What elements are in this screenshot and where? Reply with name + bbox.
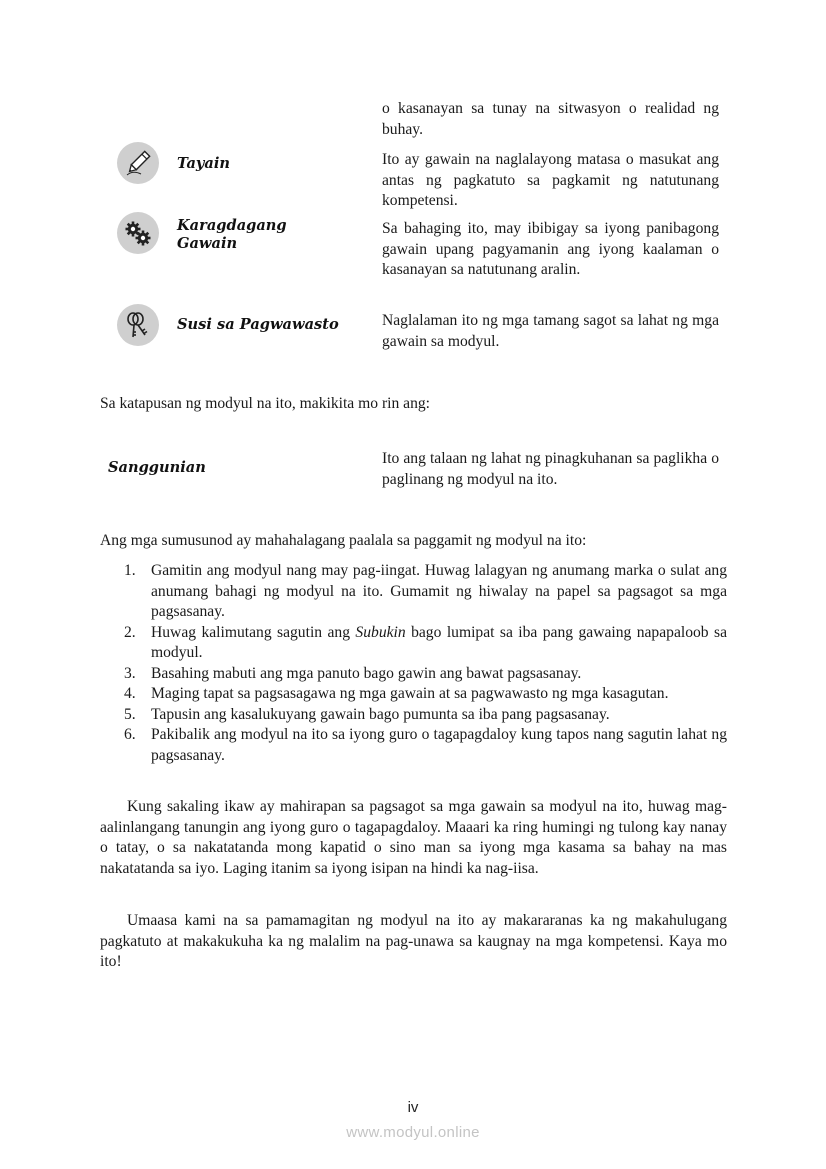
reminders-intro: Ang mga sumusunod ay mahahalagang paalala sa paggamit ng modyul na ito:	[100, 532, 587, 549]
reminder-text: Maging tapat sa pagsasagawa ng mga gawain at sa pagwawasto ng mga kasagutan.	[151, 685, 669, 702]
end-intro-text: Sa katapusan ng modyul na ito, makikita mo rin ang:	[100, 395, 431, 412]
gears-icon	[117, 212, 159, 254]
row-label-line2: Gawain	[177, 235, 238, 252]
reminder-item	[100, 623, 727, 664]
reminder-number: 5.	[124, 705, 136, 723]
pencil-icon	[117, 142, 159, 184]
reminder-item	[100, 684, 727, 705]
row-description: Ito ay gawain na naglalayong matasa o masukat ang antas ng pagkatuto sa pagkamit ng natutunang kompetensi.	[382, 151, 719, 209]
reminders-list	[100, 561, 727, 766]
reminder-item	[100, 664, 727, 685]
reminder-number: 2.	[124, 623, 136, 641]
reminder-text: Basahing mabuti ang mga panuto bago gawin ang bawat pagsasanay.	[151, 664, 582, 682]
page-number: iv	[407, 1099, 419, 1116]
row-description: Naglalaman ito ng mga tamang sagot sa lahat ng mga gawain sa modyul.	[382, 312, 719, 350]
reminder-item	[100, 725, 727, 766]
reminder-item	[100, 561, 727, 623]
row-description: Sa bahaging ito, may ibibigay sa iyong panibagong gawain upang pagyamanin ang iyong kaalaman o kasanayan sa natutunang aralin.	[382, 220, 719, 278]
sanggunian-label: Sanggunian	[108, 459, 206, 476]
reminder-text: Gamitin ang modyul nang may pag-iingat. Huwag lalagyan ng anumang marka o sulat ang anumang bahagi ng modyul na ito. Gumamit ng hiwalay na papel sa pagsagot sa mga pagsasanay.	[151, 562, 727, 620]
keys-icon	[117, 304, 159, 346]
reminder-text-after: bago lumipat sa iba pang gawaing napapaloob sa modyul.	[151, 623, 727, 661]
sanggunian-description: Ito ang talaan ng lahat ng pinagkuhanan sa paglikha o paglinang ng modyul na ito.	[382, 450, 719, 488]
reminder-text: Tapusin ang kasalukuyang gawain bago pumunta sa iba pang pagsasanay.	[151, 705, 610, 723]
reminder-number: 3.	[124, 664, 136, 682]
reminder-number: 6.	[124, 726, 136, 743]
help-paragraph: Kung sakaling ikaw ay mahirapan sa pagsagot sa mga gawain sa modyul na ito, huwag mag-aalinlangang tanungin ang iyong guro o tagapagdaloy. Maaari ka ring humingi ng tulong kay nanay o tatay, o sa nakatatanda mong kapatid o sino man sa iyong mga kasama sa bahay na mas nakatatanda sa iyo. Laging itanim sa iyong isipan na hindi ka nag-iisa.	[100, 798, 727, 877]
row-description: o kasanayan sa tunay na sitwasyon o realidad ng buhay.	[382, 100, 719, 138]
watermark-text: www.modyul.online	[346, 1124, 480, 1141]
closing-paragraph: Umaasa kami na sa pamamagitan ng modyul na ito ay makararanas ka ng makahulugang pagkatuto at makakukuha ka ng malalim na pag-unawa sa kaugnay na mga kompetensi. Kaya mo ito!	[100, 912, 727, 970]
reminder-number: 1.	[124, 562, 136, 579]
reminder-text: Pakibalik ang modyul na ito sa iyong guro o tagapagdaloy kung tapos nang sagutin lahat ng pagsasanay.	[151, 726, 727, 764]
reminder-number: 4.	[124, 685, 136, 702]
row-label-line1: Karagdagang	[177, 217, 287, 234]
reminder-item	[100, 705, 727, 726]
reminder-text-before: Huwag kalimutang sagutin ang	[151, 623, 356, 641]
row-label: Tayain	[177, 155, 231, 172]
row-label: Susi sa Pagwawasto	[177, 316, 339, 333]
reminder-emphasis-subukin: Subukin	[355, 623, 406, 641]
